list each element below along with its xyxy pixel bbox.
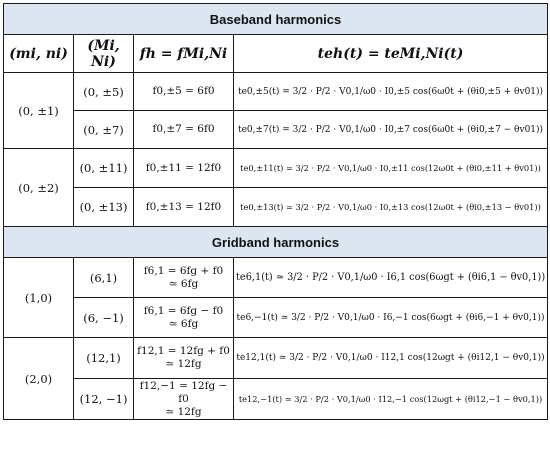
row-torque-expression: te0,±5(t) = 3/2 · P/2 · V0,1/ω0 · I0,±5 cos(6ω0t + (θi0,±5 + θv01)) [234, 73, 548, 111]
frequency-line: f12,−1 = 12fg − f0 [139, 379, 228, 405]
table-row [4, 338, 548, 379]
row-key: (12, −1) [74, 379, 134, 420]
table-row [4, 111, 548, 149]
frequency-line: f6,1 = 6fg + f0 [143, 264, 224, 277]
row-frequency [134, 379, 234, 420]
frequency-approx: ≃ 6fg [168, 277, 199, 290]
header-mi-ni: (mi, ni) [4, 35, 74, 73]
header-frequency: fh = fMi,Ni [134, 35, 234, 73]
gridband-section-title: Gridband harmonics [4, 227, 548, 258]
row-frequency: f0,±13 = 12f0 [134, 188, 234, 227]
table-row [4, 73, 548, 111]
table-row [4, 379, 548, 420]
row-torque-expression: te0,±11(t) = 3/2 · P/2 · V0,1/ω0 · I0,±11 cos(12ω0t + (θi0,±11 + θv01)) [234, 149, 548, 188]
row-frequency: f0,±5 = 6f0 [134, 73, 234, 111]
table-row [4, 149, 548, 188]
row-torque-expression: te6,−1(t) ≃ 3/2 · P/2 · V0,1/ω0 · I6,−1 cos(6ωgt + (θi6,−1 + θv0,1)) [234, 298, 548, 338]
row-torque-expression: te0,±13(t) = 3/2 · P/2 · V0,1/ω0 · I0,±13 cos(12ω0t + (θi0,±13 − θv01)) [234, 188, 548, 227]
row-frequency [134, 338, 234, 379]
row-key: (12,1) [74, 338, 134, 379]
row-frequency [134, 258, 234, 298]
row-frequency: f0,±7 = 6f0 [134, 111, 234, 149]
frequency-line: f6,1 = 6fg − f0 [143, 304, 224, 317]
row-key: (0, ±13) [74, 188, 134, 227]
header-torque: teh(t) = teMi,Ni(t) [234, 35, 548, 73]
frequency-approx: ≃ 12fg [165, 358, 202, 370]
row-key: (6,1) [74, 258, 134, 298]
row-torque-expression: te0,±7(t) = 3/2 · P/2 · V0,1/ω0 · I0,±7 cos(6ω0t + (θi0,±7 − θv01)) [234, 111, 548, 149]
row-key: (0, ±5) [74, 73, 134, 111]
row-frequency: f0,±11 = 12f0 [134, 149, 234, 188]
group-key: (2,0) [4, 338, 74, 420]
row-frequency [134, 298, 234, 338]
frequency-approx: ≃ 12fg [165, 405, 202, 418]
harmonics-table [3, 3, 548, 420]
header-Mi-Ni: (Mi, Ni) [74, 35, 134, 73]
row-torque-expression: te6,1(t) ≃ 3/2 · P/2 · V0,1/ω0 · I6,1 cos(6ωgt + (θi6,1 − θv0,1)) [234, 258, 548, 298]
harmonics-table-container [3, 3, 547, 469]
baseband-section-title: Baseband harmonics [4, 4, 548, 35]
row-key: (0, ±11) [74, 149, 134, 188]
table-row [4, 298, 548, 338]
table-row [4, 258, 548, 298]
row-torque-expression: te12,−1(t) ≃ 3/2 · P/2 · V0,1/ω0 · I12,−1 cos(12ωgt + (θi12,−1 − θv0,1)) [234, 379, 548, 420]
group-key: (1,0) [4, 258, 74, 338]
row-torque-expression: te12,1(t) ≃ 3/2 · P/2 · V0,1/ω0 · I12,1 cos(12ωgt + (θi12,1 − θv0,1)) [234, 338, 548, 379]
frequency-line: f12,1 = 12fg + f0 [137, 345, 230, 357]
frequency-approx: ≃ 6fg [168, 317, 199, 330]
group-key: (0, ±1) [4, 73, 74, 149]
row-key: (6, −1) [74, 298, 134, 338]
group-key: (0, ±2) [4, 149, 74, 227]
row-key: (0, ±7) [74, 111, 134, 149]
table-row [4, 188, 548, 227]
